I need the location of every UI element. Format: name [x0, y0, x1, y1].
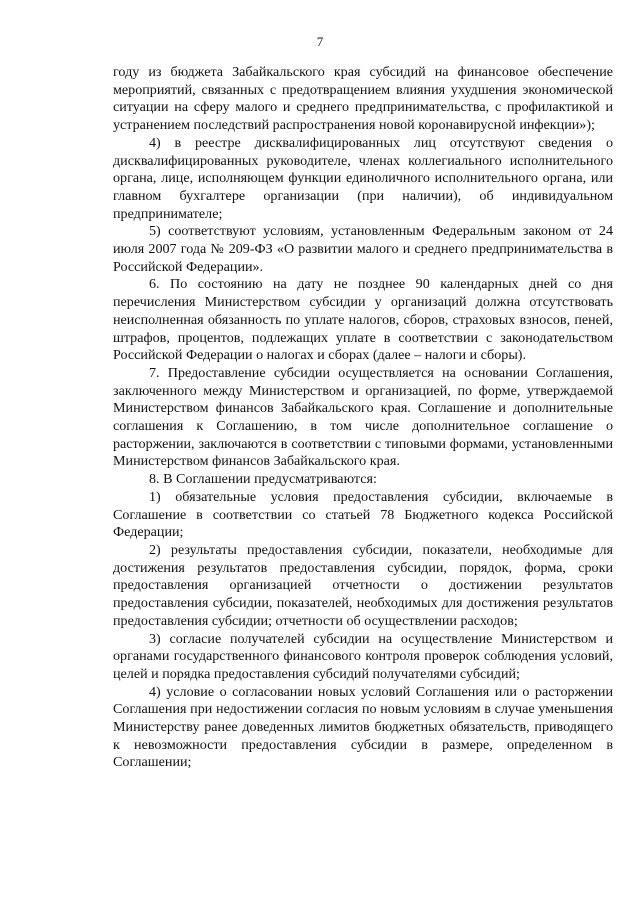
paragraph: 4) условие о согласовании новых условий Соглашения или о расторжении Соглашения при недостижении согласия по новым условиям в случае уменьшения Министерству ранее доведенных лимитов бюджетных обязательств, приводящего к невозможности предоставления субсидии в размере, определенном в Соглашении; — [113, 683, 613, 771]
paragraph: году из бюджета Забайкальского края субсидий на финансовое обеспечение мероприятий, связанных с предотвращением влияния ухудшения экономической ситуации на сферу малого и среднего предпринимательства, с профилактикой и устранением последствий распространения новой коронавирусной инфекции»); — [113, 64, 613, 134]
paragraph: 3) согласие получателей субсидии на осуществление Министерством и органами государственного финансового контроля проверок соблюдения условий, целей и порядка предоставления субсидий получателями субсидий; — [113, 630, 613, 682]
document-body — [113, 64, 613, 772]
paragraph: 6. По состоянию на дату не позднее 90 календарных дней со дня перечисления Министерством субсидии у организаций должна отсутствовать неисполненная обязанность по уплате налогов, сборов, страховых взносов, пеней, штрафов, процентов, подлежащих уплате в соответствии с законодательством Российской Федерации о налогах и сборах (далее – налоги и сборы). — [113, 276, 613, 364]
paragraph: 5) соответствуют условиям, установленным Федеральным законом от 24 июля 2007 года № 209-ФЗ «О развитии малого и среднего предпринимательства в Российской Федерации». — [113, 223, 613, 275]
paragraph: 4) в реестре дисквалифицированных лиц отсутствуют сведения о дисквалифицированных руководителе, членах коллегиального исполнительного органа, лице, исполняющем функции единоличного исполнительного органа, или главном бухгалтере организации (при наличии), об индивидуальном предпринимателе; — [113, 134, 613, 222]
paragraph: 1) обязательные условия предоставления субсидии, включаемые в Соглашение в соответствии со статьей 78 Бюджетного кодекса Российской Федерации; — [113, 488, 613, 541]
paragraph: 7. Предоставление субсидии осуществляется на основании Соглашения, заключенного между Министерством и организацией, по форме, утверждаемой Министерством финансов Забайкальского края. Соглашение и дополнительные соглашения к Соглашению, в том числе дополнительное соглашение о расторжении, заключаются в соответствии с типовыми формами, установленными Министерством финансов Забайкальского края. — [113, 364, 613, 470]
paragraph: 2) результаты предоставления субсидии, показатели, необходимые для достижения результатов предоставления субсидии, порядок, форма, сроки предоставления организацией отчетности о достижении результатов предоставления субсидии, показателей, необходимых для достижения результатов предоставления субсидии; отчетности об осуществлении расходов; — [113, 541, 613, 629]
page-number: 7 — [316, 34, 324, 49]
paragraph: 8. В Соглашении предусматриваются: — [149, 471, 377, 488]
